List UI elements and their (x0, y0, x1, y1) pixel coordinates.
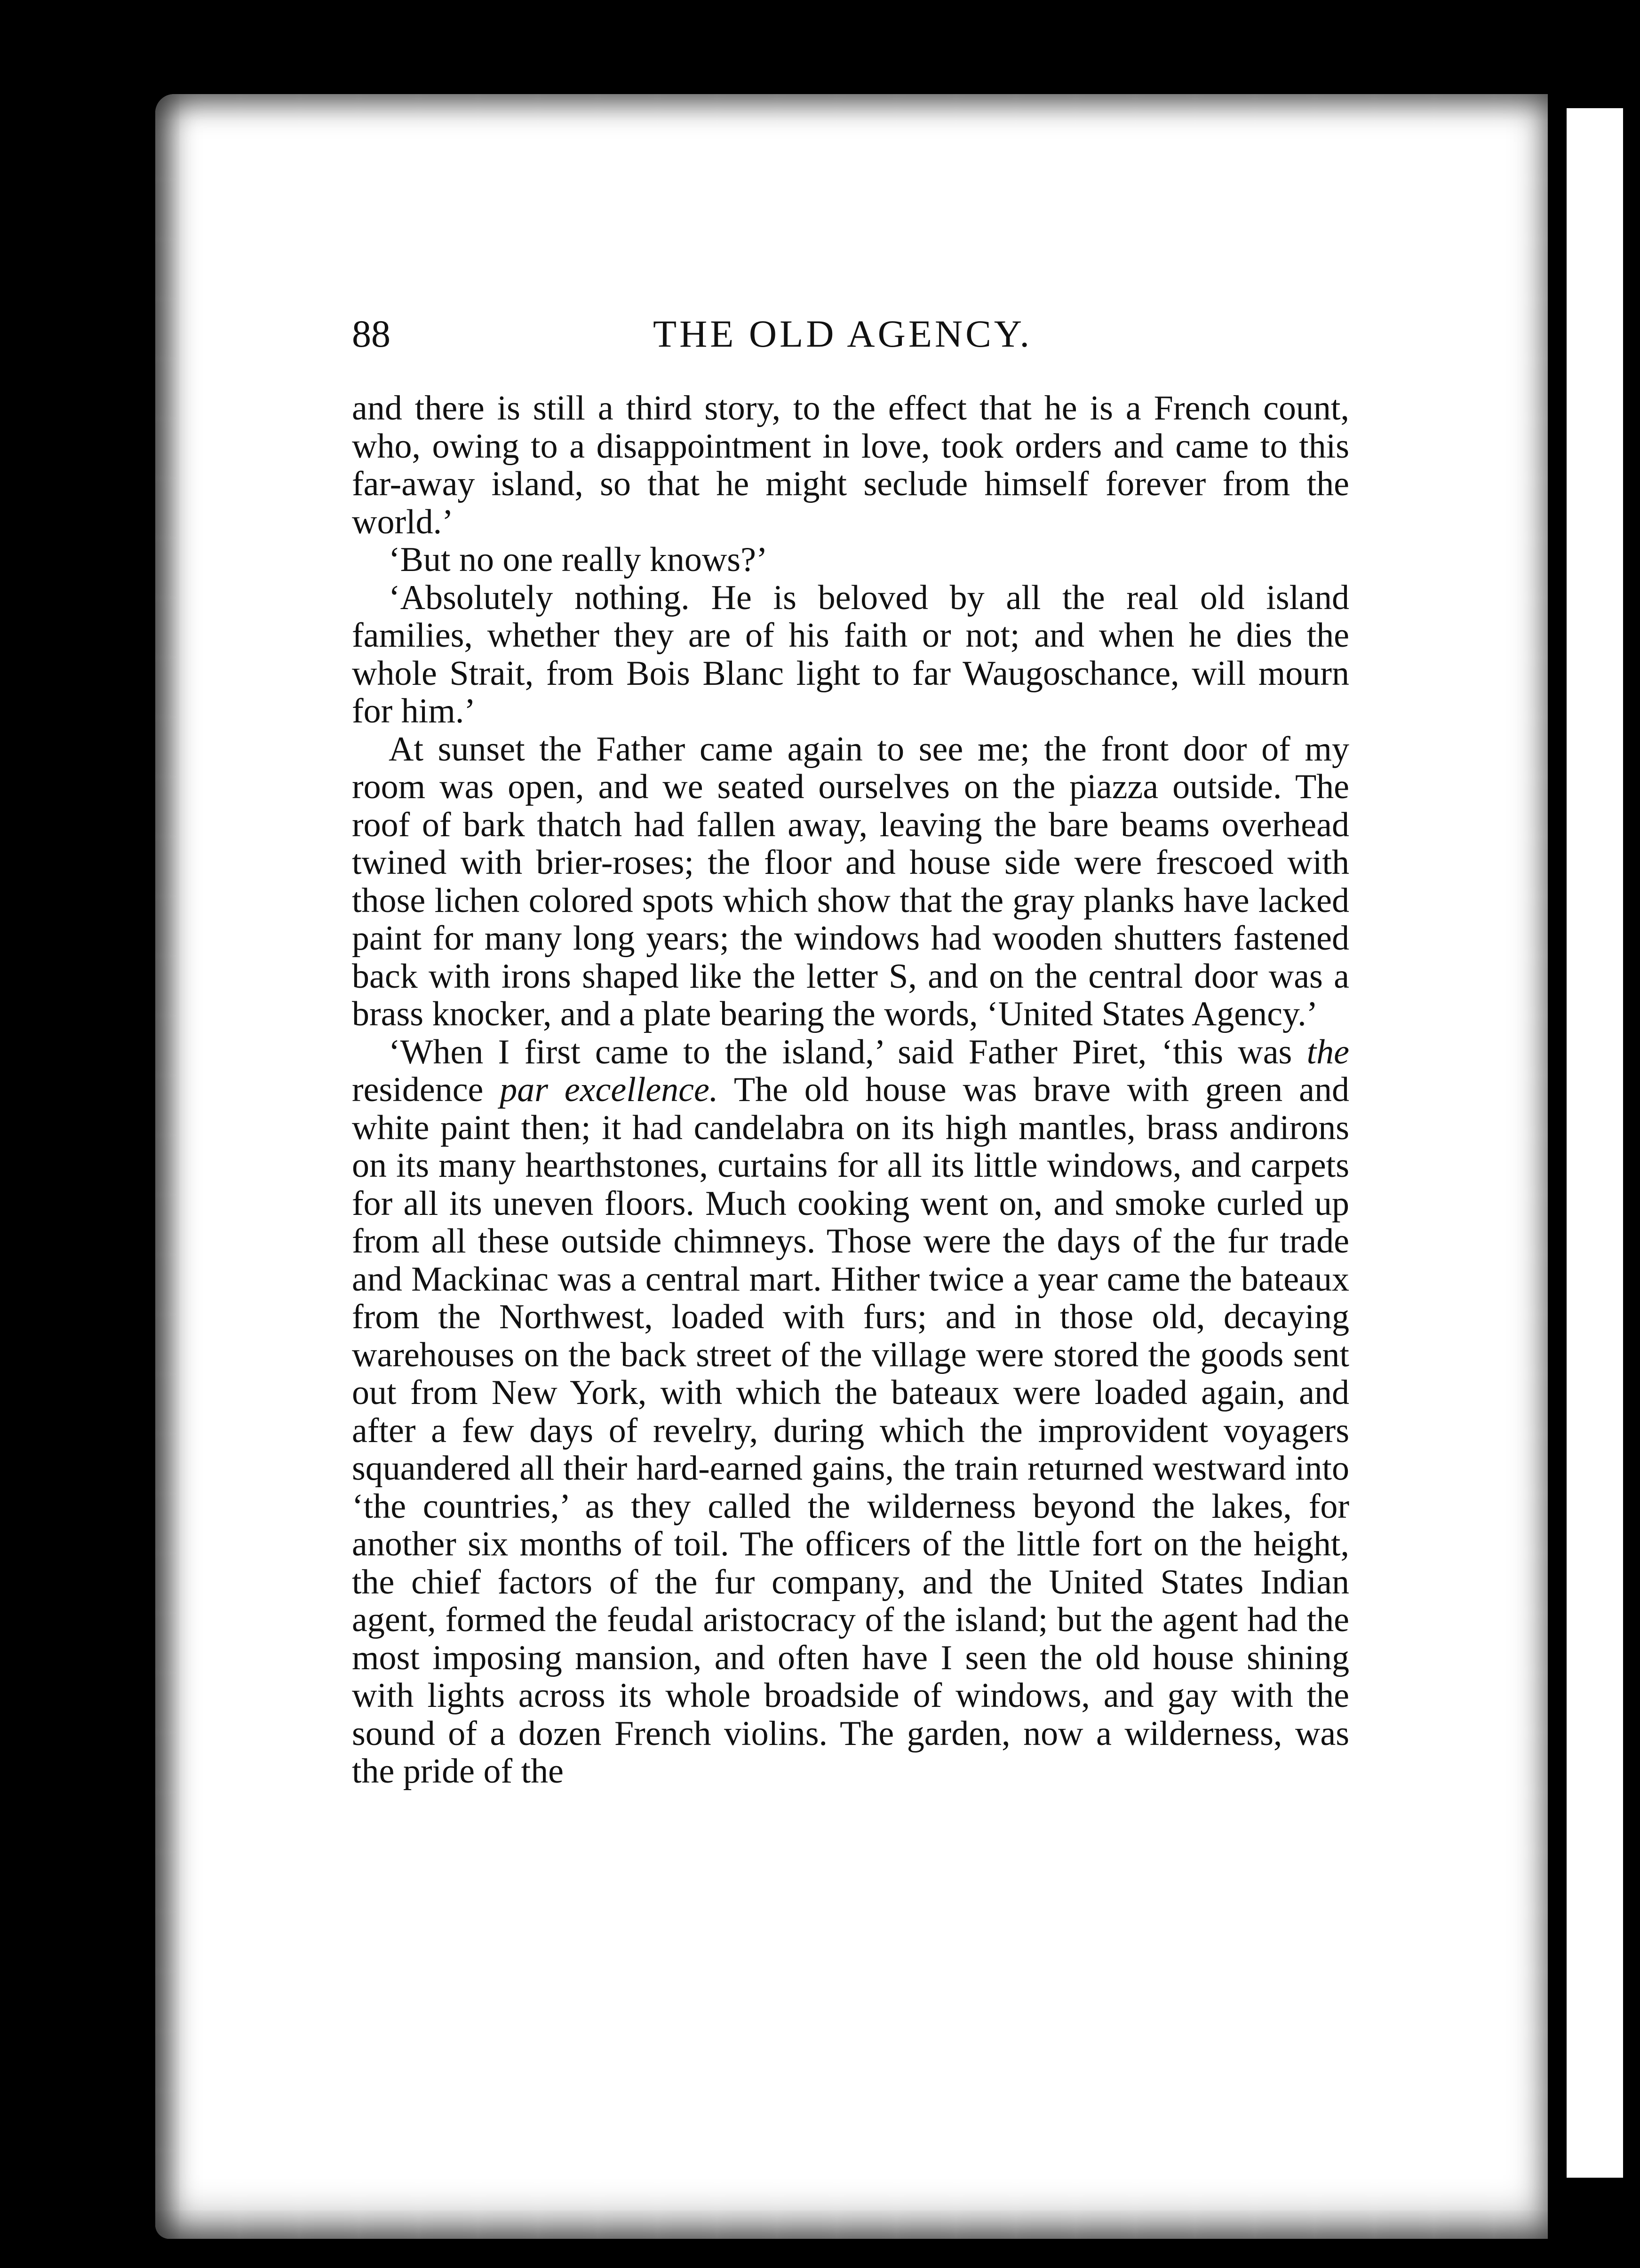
page-text (352, 389, 1349, 1791)
paragraph-5 (352, 1033, 1349, 1791)
paragraph-1: and there is still a third story, to the effect that he is a French count, who, owing to a disappointment in love, took orders and came to this far-away island, so that he might seclude himself forever from the world.’ (352, 389, 1349, 541)
page-number: 88 (352, 312, 390, 355)
next-page-edge (1567, 108, 1623, 2178)
paragraph-5-text-a: ‘When I first came to the island,’ said Father Piret, ‘this was (389, 1032, 1307, 1071)
paragraph-5-text-c: residence (352, 1071, 500, 1109)
running-head (352, 306, 1349, 362)
paragraph-3: ‘Absolutely nothing. He is beloved by all the real old island families, whether they are of his faith or not; and when he dies the whole Strait, from Bois Blanc light to far Waugoschance, will mourn for him.’ (352, 578, 1349, 730)
paragraph-4: At sunset the Father came again to see me; the front door of my room was open, and we seated ourselves on the piazza outside. The roof of bark thatch had fallen away, leaving the bare beams overhead twined with brier-roses; the floor and house side were frescoed with those lichen colored spots which show that the gray planks have lacked paint for many long years; the windows had wooden shutters fastened back with irons shaped like the letter S, and on the central door was a brass knocker, and a plate bearing the words, ‘United States Agency.’ (352, 730, 1349, 1033)
paragraph-2: ‘But no one really knows?’ (389, 540, 768, 579)
paragraph-5-text-e: The old house was brave with green and white paint then; it had candelabra on its high mantles, brass andirons on its many hearthstones, curtains for all its little windows, and carpets for all its uneven floors. Much cooking went on, and smoke curled up from all these outside chimneys. Those were the days of the fur trade and Mackinac was a central mart. Hither twice a year came the bateaux from the Northwest, loaded with furs; and in those old, decaying warehouses on the back street of the village were stored the goods sent out from New York, with which the bateaux were loaded again, and after a few days of revelry, during which the improvident voyagers squandered all their hard-earned gains, the train returned westward into ‘the countries,’ as they called the wilderness beyond the lakes, for another six months of toil. The officers of the little fort on the height, the chief factors of the fur company, and the United States Indian agent, formed the feudal aristocracy of the island; but the agent had the most imposing mansion, and often have I seen the old house shining with lights across its whole broadside of windows, and gay with the sound of a dozen French violins. The garden, now a wilderness, was the pride of the (352, 1071, 1349, 1791)
running-title: THE OLD AGENCY. (653, 312, 1032, 355)
paragraph-5-italic-the: the (1306, 1032, 1349, 1071)
paragraph-5-italic-par-excellence: par excellence. (500, 1071, 718, 1109)
